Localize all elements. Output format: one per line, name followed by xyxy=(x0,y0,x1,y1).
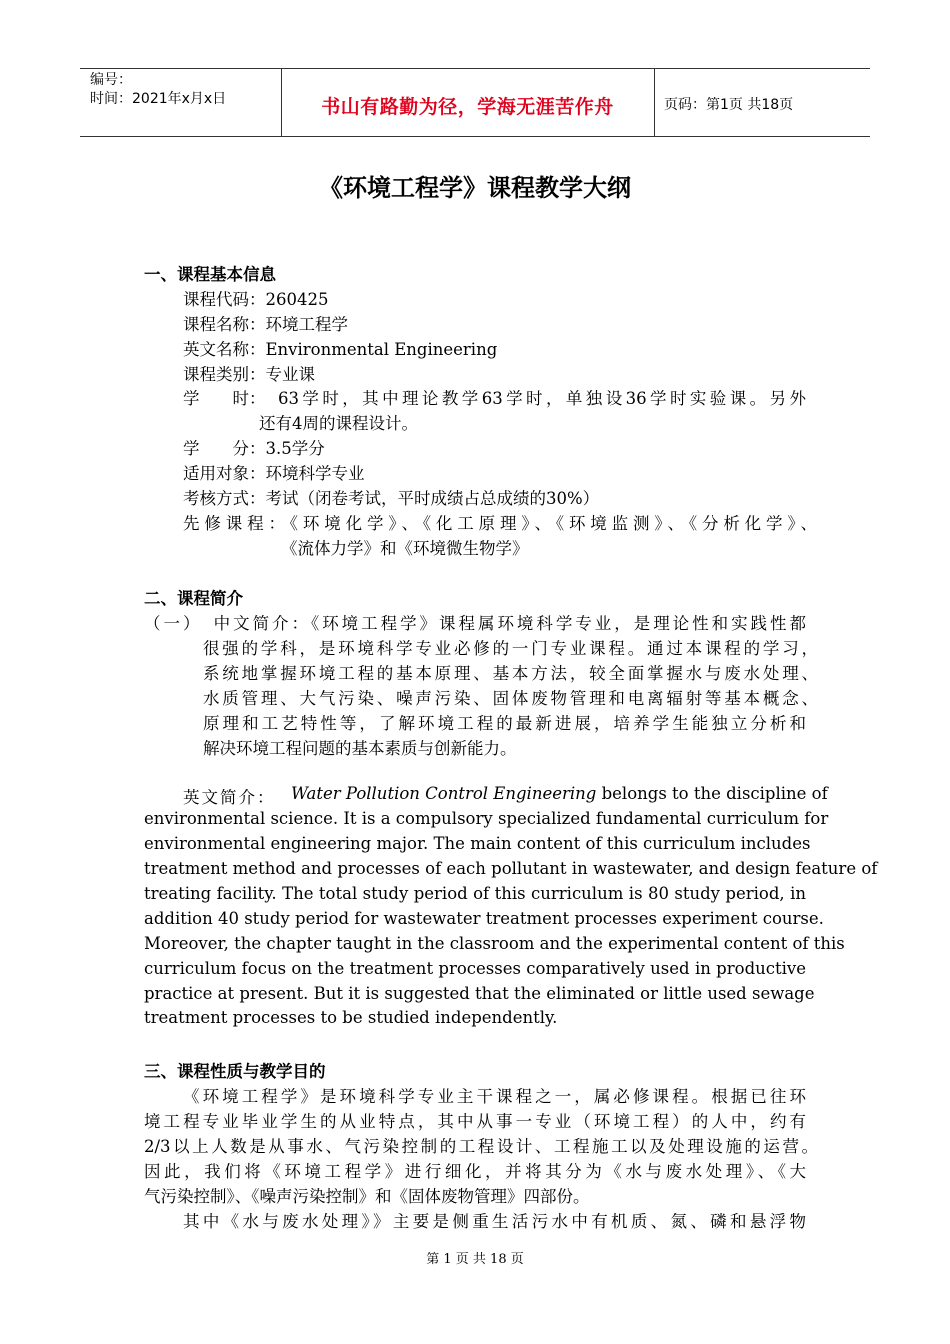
header-motto: 书山有路勤为径，学海无涯苦作舟 xyxy=(321,96,614,118)
nature-paragraph: 气污染控制》、《噪声污染控制》和《固体废物管理》四部份。 xyxy=(144,1187,590,1206)
course-title-italic: Water Pollution Control Engineering xyxy=(291,784,597,803)
nature-paragraph: 境工程专业毕业学生的从业特点，其中从事一专业（环境工程）的人中，约有 xyxy=(144,1112,806,1131)
prerequisites: 《流体力学》和《环境微生物学》 xyxy=(281,539,529,558)
header-bottom-rule xyxy=(80,136,870,137)
header-meta xyxy=(90,71,226,109)
english-intro: Moreover, the chapter taught in the classroom and the experimental content of this xyxy=(144,934,845,953)
nature-paragraph: 《环境工程学》是环境科学专业主干课程之一，属必修课程。根据已往环 xyxy=(183,1087,806,1106)
english-intro: addition 40 study period for wastewater treatment processes experiment course. xyxy=(144,909,824,928)
prerequisites: 先修课程：《环境化学》、《化工原理》、《环境监测》、《分析化学》、 xyxy=(183,514,817,533)
header-divider xyxy=(654,69,655,136)
chinese-intro: 很强的学科，是环境科学专业必修的一门专业课程。通过本课程的学习， xyxy=(203,639,818,658)
hours-text: 63学时，其中理论教学63学时，单独设36学时实验课。另外 xyxy=(278,389,806,408)
number-label: 编号： xyxy=(90,72,132,88)
chinese-intro: 系统地掌握环境工程的基本原理、基本方法，较全面掌握水与废水处理、 xyxy=(203,664,818,683)
header-top-rule xyxy=(80,68,870,69)
document-title: 《环境工程学》课程教学大纲 xyxy=(319,174,631,202)
course-category: 课程类别：专业课 xyxy=(183,365,315,384)
english-intro: curriculum focus on the treatment processes comparatively used in productive xyxy=(144,959,806,978)
header-page-label: 页码：第1页 共18页 xyxy=(664,97,794,113)
english-name: 英文名称：Environmental Engineering xyxy=(183,340,498,359)
english-intro: treatment processes to be studied independently. xyxy=(144,1008,558,1027)
english-intro: practice at present. But it is suggested that the eliminated or little used sewage xyxy=(144,984,815,1003)
nature-paragraph: 其中《水与废水处理》》主要是侧重生活污水中有机质、氮、磷和悬浮物 xyxy=(183,1212,806,1231)
nature-paragraph: 2/3以上人数是从事水、气污染控制的工程设计、工程施工以及处理设施的运营。 xyxy=(144,1137,818,1156)
page-footer: 第 1 页 共 18 页 xyxy=(426,1252,524,1267)
course-name: 课程名称：环境工程学 xyxy=(183,315,348,334)
hours-label: 学 时： xyxy=(183,389,266,408)
chinese-intro: 解决环境工程问题的基本素质与创新能力。 xyxy=(203,739,517,758)
time-label: 时间：2021年x月x日 xyxy=(90,91,227,107)
english-intro: environmental engineering major. The main content of this curriculum includes xyxy=(144,834,811,853)
section-heading: 一、课程基本信息 xyxy=(144,265,276,284)
english-intro-text: belongs to the discipline of xyxy=(596,784,828,803)
english-intro: treatment method and processes of each pollutant in wastewater, and design feature of xyxy=(144,859,878,878)
nature-paragraph: 因此，我们将《环境工程学》进行细化，并将其分为《水与废水处理》、《大 xyxy=(144,1162,806,1181)
english-intro: treating facility. The total study period of this curriculum is 80 study period, in xyxy=(144,884,806,903)
section-heading: 三、课程性质与教学目的 xyxy=(144,1062,326,1081)
chinese-intro: （一） 中文简介：《环境工程学》课程属环境科学专业，是理论性和实践性都 xyxy=(144,614,806,633)
english-intro xyxy=(291,784,828,803)
chinese-intro: 水质管理、大气污染、噪声污染、固体废物管理和电离辐射等基本概念、 xyxy=(203,689,818,708)
section-heading: 二、课程简介 xyxy=(144,589,243,608)
english-intro-label: 英文简介： xyxy=(183,788,276,807)
chinese-intro: 原理和工艺特性等，了解环境工程的最新进展，培养学生能独立分析和 xyxy=(203,714,806,733)
hours-text: 还有4周的课程设计。 xyxy=(259,414,418,433)
english-intro: environmental science. It is a compulsory specialized fundamental curriculum for xyxy=(144,809,829,828)
assessment: 考核方式：考试（闭卷考试，平时成绩占总成绩的30%） xyxy=(183,489,600,508)
course-code: 课程代码：260425 xyxy=(183,290,329,309)
audience: 适用对象：环境科学专业 xyxy=(183,464,365,483)
credits: 学 分：3.5学分 xyxy=(183,439,325,458)
